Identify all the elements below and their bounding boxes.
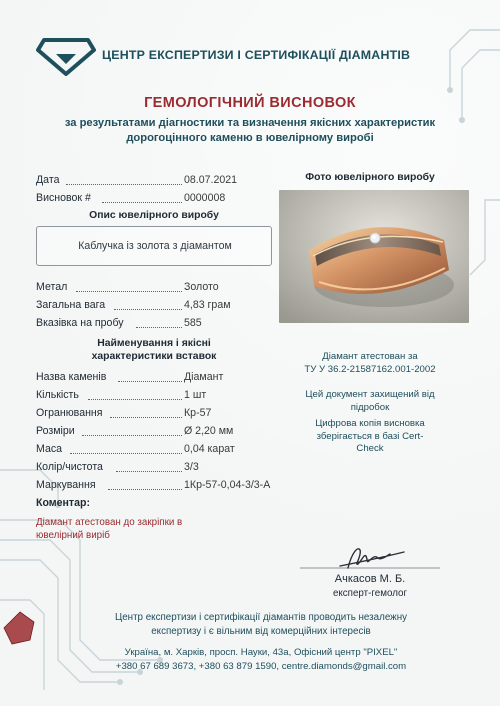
comment-line: ювелірний виріб — [36, 530, 110, 541]
insert-value: Кр-57 — [184, 407, 212, 419]
dotted-leader — [114, 301, 182, 310]
inserts-heading-line: характеристики вставок — [91, 351, 217, 362]
standard-note-line: ТУ У 36.2-21587162.001-2002 — [304, 363, 436, 375]
inserts-heading-line: Найменування і якісні — [97, 338, 211, 349]
dotted-leader — [76, 283, 182, 292]
insert-label: Назва каменів — [36, 371, 107, 383]
footer-note — [66, 611, 456, 638]
document-title: ГЕМОЛОГІЧНИЙ ВИСНОВОК — [144, 95, 356, 111]
comment-line: Діамант атестован до закріпки в — [36, 517, 183, 528]
diamond-logo-icon — [36, 36, 96, 76]
dotted-leader — [136, 319, 182, 328]
date-label: Дата — [36, 174, 60, 186]
total-weight-label: Загальна вага — [36, 299, 106, 311]
dotted-leader — [82, 427, 182, 436]
comment-text — [36, 516, 236, 542]
header — [36, 36, 466, 76]
contact-line: +380 67 689 3673, +380 63 879 1590, centre.diamonds@gmail.com — [115, 660, 407, 672]
digital-copy-note-line: Цифрова копія висновка — [315, 418, 425, 429]
signer-role: експерт-гемолог — [332, 588, 408, 599]
conclusion-number-label: Висновок # — [36, 192, 91, 204]
insert-label: Колір/чистота — [36, 461, 103, 473]
insert-value: Діамант — [184, 371, 224, 383]
standard-note — [270, 351, 470, 376]
dotted-leader — [66, 176, 182, 185]
insert-label: Розміри — [36, 425, 75, 437]
gold-ring-photo — [279, 190, 469, 323]
document-subtitle — [30, 116, 470, 146]
conclusion-number-value: 0000008 — [184, 192, 226, 204]
dotted-leader — [102, 194, 182, 203]
assay-label: Вказівка на пробу — [36, 317, 124, 329]
protection-note-line: підробок — [350, 401, 390, 413]
insert-label: Маркування — [36, 479, 96, 491]
signer-name: Ачкасов М. Б. — [334, 573, 406, 585]
contact-address — [66, 646, 456, 673]
address-line: Україна, м. Харків, просп. Науки, 43а, Офісний центр "PIXEL" — [124, 647, 398, 658]
footer-note-line: Центр експертизи і сертифікації діамантів проводить незалежну — [114, 612, 408, 623]
comment-label: Коментар: — [36, 497, 91, 509]
dotted-leader — [108, 481, 182, 490]
item-description-heading: Опис ювелірного виробу — [89, 210, 219, 221]
insert-value: 1Кр-57-0,04-3/3-А — [184, 479, 271, 491]
subtitle-line: за результатами діагностики та визначення якісних характеристик — [64, 117, 436, 129]
protection-note-line: Цей документ захищений від — [305, 389, 435, 400]
dotted-leader — [110, 409, 182, 418]
insert-value: 3/3 — [184, 461, 199, 473]
dotted-leader — [70, 445, 182, 454]
footer-note-line: експертизу і є вільним від комерційних інтересів — [151, 625, 371, 637]
date-value: 08.07.2021 — [184, 174, 238, 186]
insert-value: Ø 2,20 мм — [184, 425, 234, 437]
insert-value: 1 шт — [184, 389, 207, 401]
assay-value: 585 — [184, 317, 202, 329]
digital-copy-note — [270, 418, 470, 456]
dotted-leader — [116, 463, 182, 472]
insert-label: Маса — [36, 443, 63, 455]
digital-copy-note-line: зберігається в базі Cert- — [316, 430, 424, 442]
gold-ring-photo-image — [279, 190, 469, 323]
digital-copy-note-line: Check — [356, 443, 384, 454]
item-description-text: Каблучка із золота з діамантом — [78, 240, 232, 252]
protection-note — [270, 389, 470, 414]
metal-value: Золото — [184, 281, 219, 293]
total-weight-value: 4,83 грам — [184, 299, 231, 311]
insert-value: 0,04 карат — [184, 443, 235, 455]
organization-name: ЦЕНТР ЕКСПЕРТИЗИ І СЕРТИФІКАЦІЇ ДІАМАНТІВ — [102, 48, 411, 62]
photo-title: Фото ювелірного виробу — [305, 172, 435, 183]
metal-label: Метал — [36, 281, 68, 293]
insert-label: Огранювання — [36, 407, 103, 419]
item-description-box — [36, 226, 272, 266]
insert-label: Кількість — [36, 389, 79, 401]
dotted-leader — [88, 391, 182, 400]
standard-note-line: Діамант атестован за — [322, 351, 418, 362]
inserts-heading — [36, 337, 272, 363]
subtitle-line: дорогоцінного каменю в ювелірному виробі — [126, 132, 374, 144]
signature-icon — [300, 538, 420, 578]
dotted-leader — [118, 373, 182, 382]
